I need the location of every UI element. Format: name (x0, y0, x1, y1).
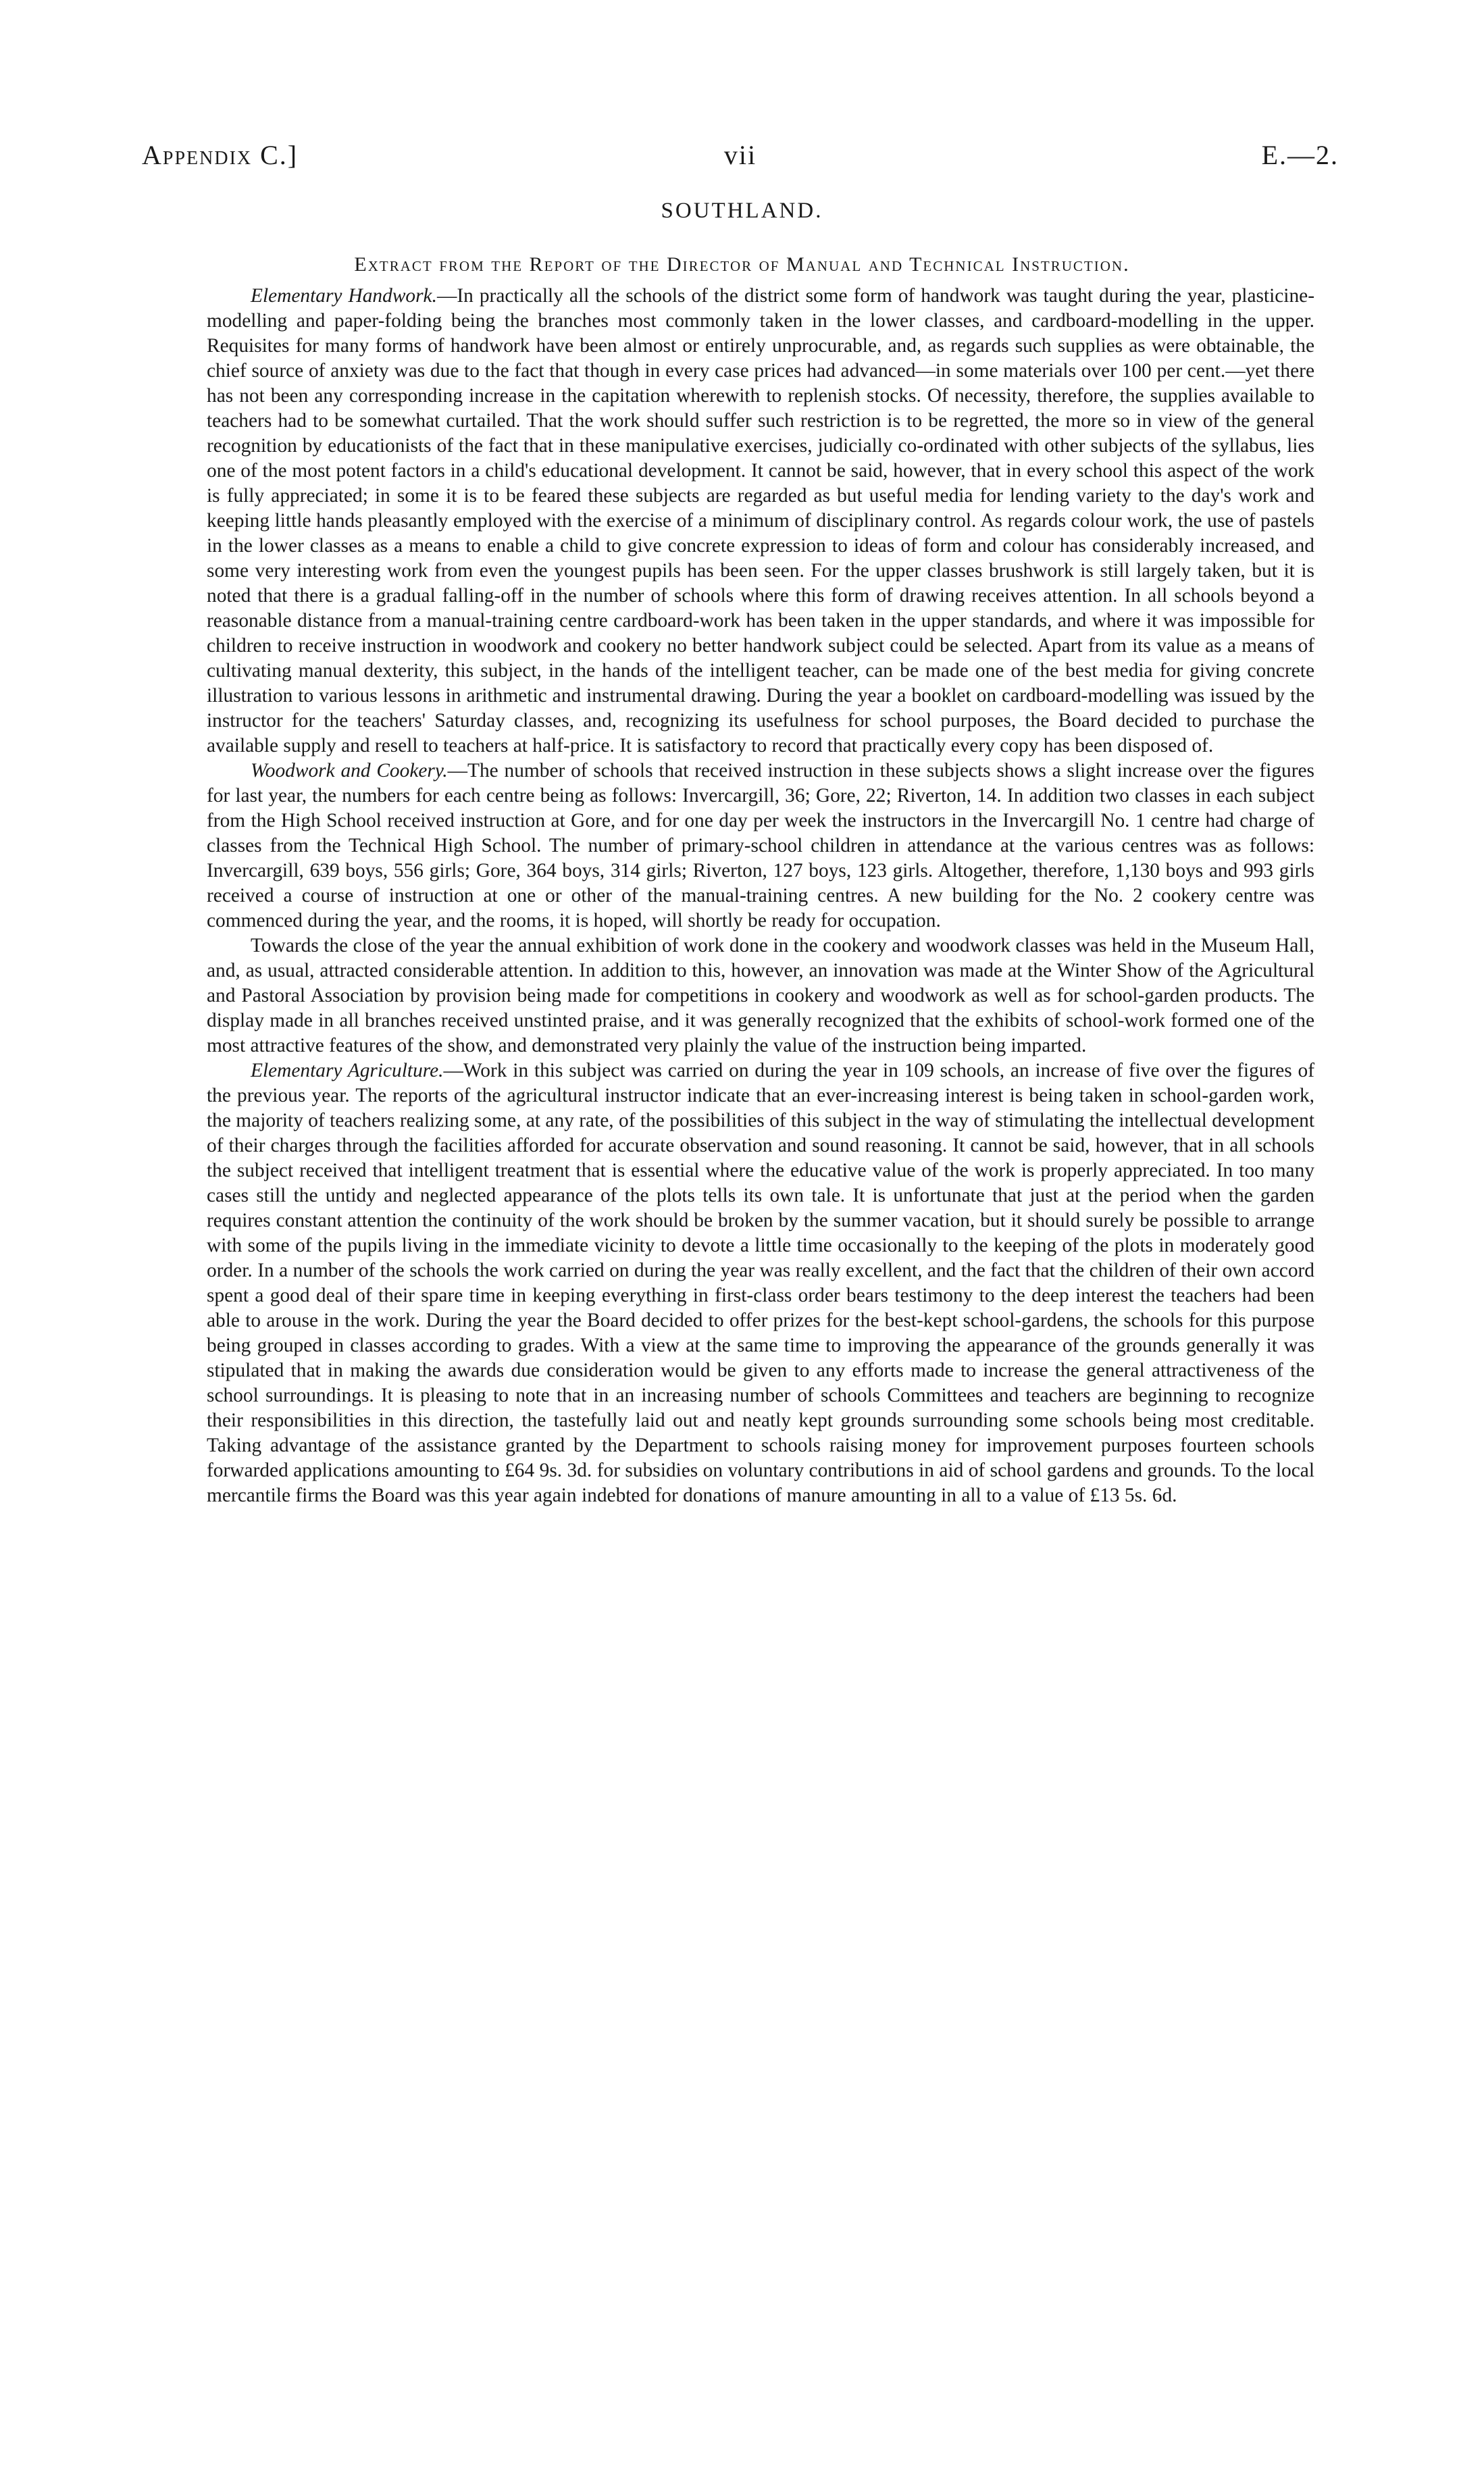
paragraph-elementary-handwork (207, 284, 1314, 759)
page-number: vii (723, 140, 757, 170)
paragraph-text: —In practically all the schools of the district some form of handwork was taught during the year, plasticine-modelling and paper-folding being the branches most commonly taken in the lower classes, and cardboard-modelling in the upper. Requisites for many forms of handwork have been almost or entirely unprocurable, and, as regards such supplies as were obtainable, the chief source of anxiety was due to the fact that though in every case prices had advanced—in some materials over 100 per cent.—yet there has not been any corresponding increase in the capitation wherewith to replenish stocks. Of necessity, therefore, the supplies available to teachers had to be somewhat curtailed. That the work should suffer such restriction is to be regretted, the more so in view of the general recognition by educationists of the fact that in these manipulative exercises, judicially co-ordinated with other subjects of the syllabus, lies one of the most potent factors in a child's educational development. It cannot be said, however, that in every school this aspect of the work is fully appreciated; in some it is to be feared these subjects are regarded as but useful media for lending variety to the day's work and keeping little hands pleasantly employed with the exercise of a minimum of disciplinary control. As regards colour work, the use of pastels in the lower classes as a means to enable a child to give concrete expression to ideas of form and colour has considerably increased, and some very interesting work from even the youngest pupils has been seen. For the upper classes brushwork is still largely taken, but it is noted that there is a gradual falling-off in the number of schools where this form of drawing receives attention. In all schools beyond a reasonable distance from a manual-training centre cardboard-work has been taken in the upper standards, and where it was impossible for children to receive instruction in woodwork and cookery no better handwork subject could be selected. Apart from its value as a means of cultivating manual dexterity, this subject, in the hands of the intelligent teacher, can be made one of the best media for giving concrete illustration to various lessons in arithmetic and instrumental drawing. During the year a booklet on cardboard-modelling was issued by the instructor for the teachers' Saturday classes, and, recognizing its usefulness for school purposes, the Board decided to purchase the available supply and resell to teachers at half-price. It is satisfactory to record that practically every copy has been disposed of. (207, 285, 1314, 756)
document-code: E.—2. (1261, 140, 1339, 170)
paragraph-exhibition (207, 933, 1314, 1058)
appendix-label: Appendix C.] (142, 140, 299, 170)
extract-title: Extract from the Report of the Director of Manual and Technical Instruction. (354, 253, 1130, 276)
paragraph-woodwork-cookery (207, 759, 1314, 933)
paragraph-heading: Woodwork and Cookery. (251, 760, 448, 781)
paragraph-heading: Elementary Handwork. (251, 285, 437, 307)
section-title: SOUTHLAND. (661, 199, 823, 223)
paragraph-text: —The number of schools that received instruction in these subjects shows a slight increase over the figures for last year, the numbers for each centre being as follows: Invercargill, 36; Gore, 22; Riverton, 14. In addition two classes in each subject from the High School received instruction at Gore, and for one day per week the instructors in the Invercargill No. 1 centre had charge of classes from the Technical High School. The number of primary-school children in attendance at the various centres was as follows: Invercargill, 639 boys, 556 girls; Gore, 364 boys, 314 girls; Riverton, 127 boys, 123 girls. Altogether, therefore, 1,130 boys and 993 girls received a course of instruction at one or other of the manual-training centres. A new building for the No. 2 cookery centre was commenced during the year, and the rooms, it is hoped, will shortly be ready for occupation. (207, 760, 1314, 931)
paragraph-elementary-agriculture (207, 1058, 1314, 1508)
report-body (207, 284, 1314, 1508)
paragraph-text: Towards the close of the year the annual exhibition of work done in the cookery and woodwork classes was held in the Museum Hall, and, as usual, attracted considerable attention. In addition to this, however, an innovation was made at the Winter Show of the Agricultural and Pastoral Association by provision being made for competitions in cookery and woodwork as well as for school-garden products. The display made in all branches received unstinted praise, and it was generally recognized that the exhibits of school-work formed one of the most attractive features of the show, and demonstrated very plainly the value of the instruction being imparted. (207, 935, 1314, 1056)
paragraph-heading: Elementary Agriculture. (251, 1060, 444, 1081)
paragraph-text: —Work in this subject was carried on during the year in 109 schools, an increase of five over the figures of the previous year. The reports of the agricultural instructor indicate that an ever-increasing interest is being taken in school-garden work, the majority of teachers realizing some, at any rate, of the possibilities of this subject in the way of stimulating the intellectual development of their charges through the facilities afforded for accurate observation and sound reasoning. It cannot be said, however, that in all schools the subject received that intelligent treatment that is essential where the educative value of the work is properly appreciated. In too many cases still the untidy and neglected appearance of the plots tells its own tale. It is unfortunate that just at the period when the garden requires constant attention the continuity of the work should be broken by the summer vacation, but it should surely be possible to arrange with some of the pupils living in the immediate vicinity to devote a little time occasionally to the keeping of the plots in moderately good order. In a number of the schools the work carried on during the year was really excellent, and the fact that the children of their own accord spent a good deal of their spare time in keeping everything in first-class order bears testimony to the deep interest the teachers had been able to arouse in the work. During the year the Board decided to offer prizes for the best-kept school-gardens, the schools for this purpose being grouped in classes according to grades. With a view at the same time to improving the appearance of the grounds generally it was stipulated that in making the awards due consideration would be given to any efforts made to increase the general attractiveness of the school surroundings. It is pleasing to note that in an increasing number of schools Committees and teachers are beginning to recognize their responsibilities in this direction, the tastefully laid out and neatly kept grounds surrounding some schools being most creditable. Taking advantage of the assistance granted by the Department to schools raising money for improvement purposes fourteen schools forwarded applications amounting to £64 9s. 3d. for subsidies on voluntary contributions in aid of school gardens and grounds. To the local mercantile firms the Board was this year again indebted for donations of manure amounting in all to a value of £13 5s. 6d. (207, 1060, 1314, 1506)
running-head (142, 138, 1339, 172)
